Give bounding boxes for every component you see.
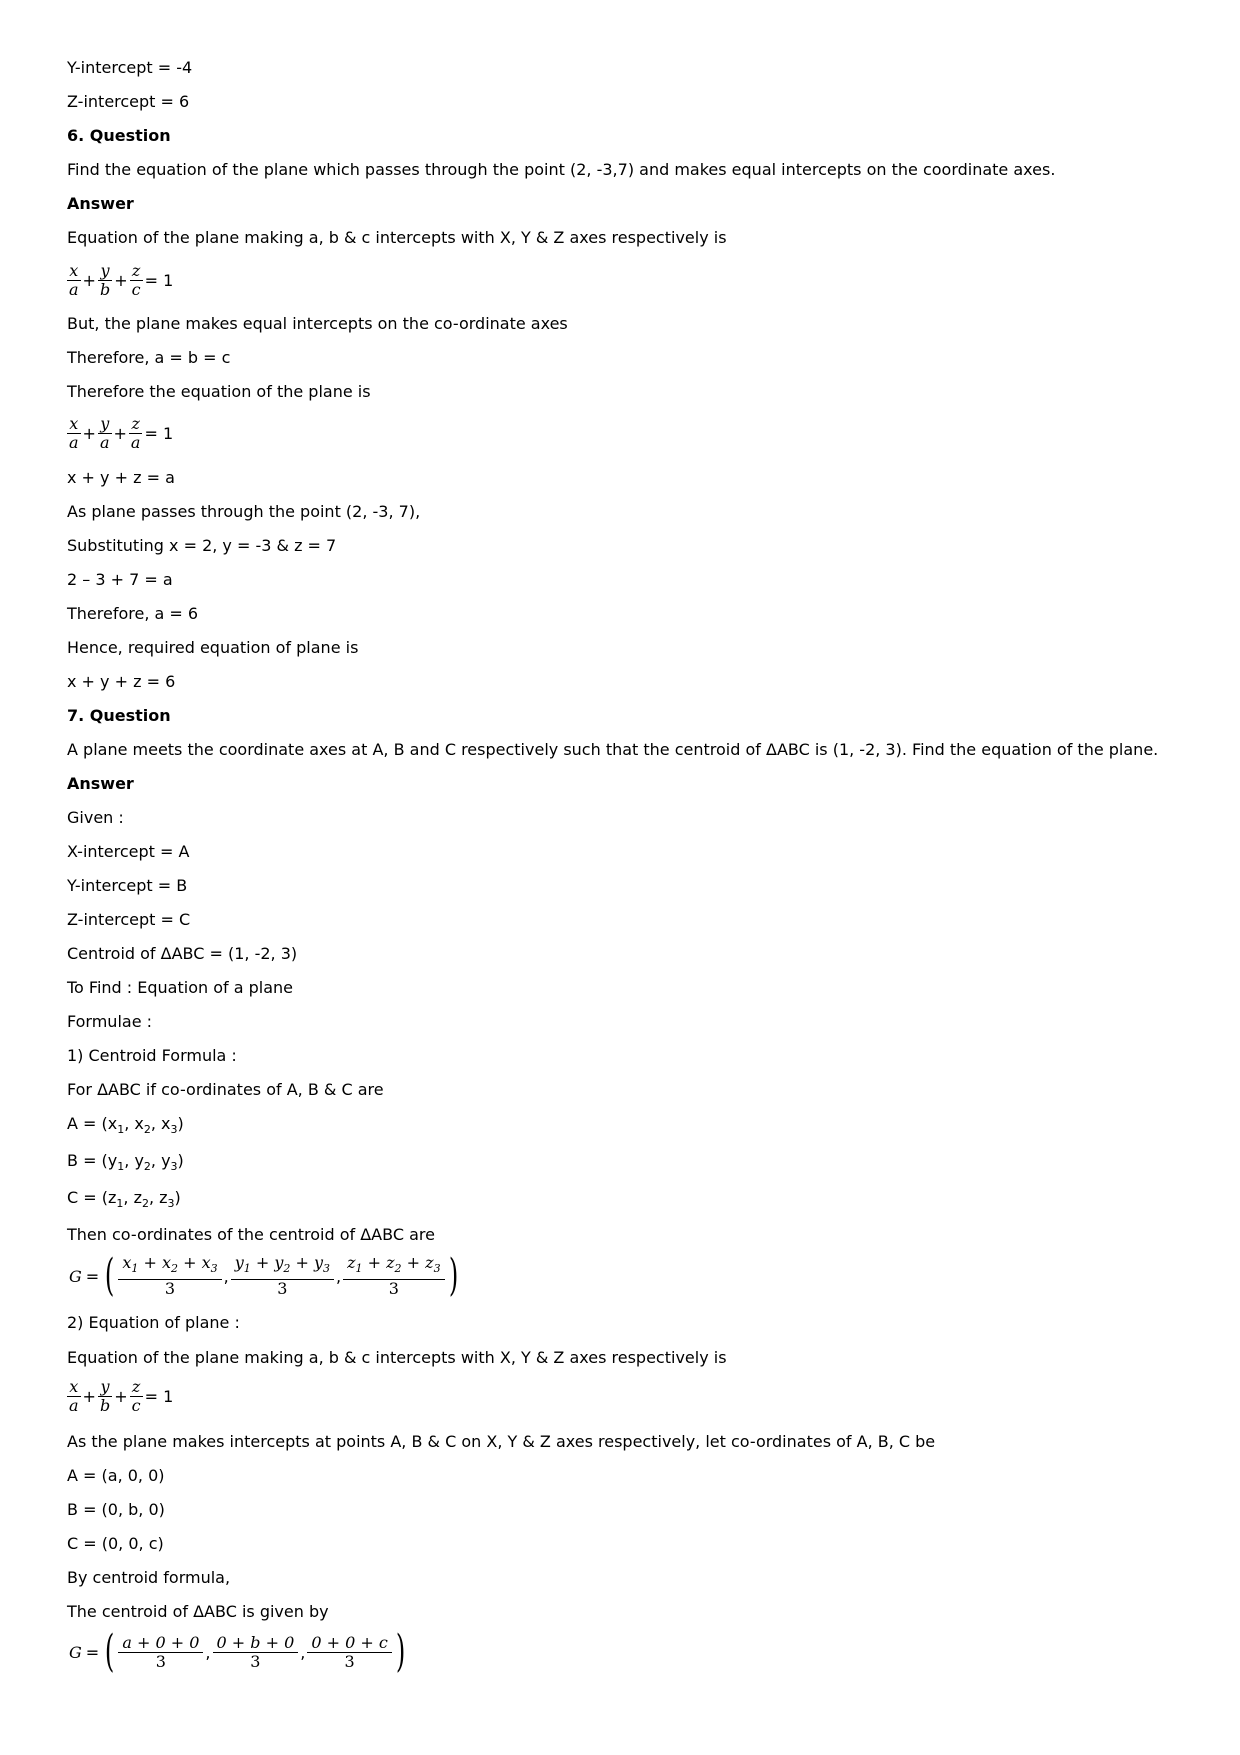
text-line: Equation of the plane making a, b & c intercepts with X, Y & Z axes respectively is <box>67 1348 727 1367</box>
text-line: Z-intercept = C <box>67 910 191 929</box>
text-line: But, the plane makes equal intercepts on the co-ordinate axes <box>67 314 568 333</box>
text-line: Z-intercept = 6 <box>67 92 190 111</box>
answer-heading: Answer <box>67 194 134 213</box>
text-line: As the plane makes intercepts at points A, B & C on X, Y & Z axes respectively, let co-ordinates of A, B, C be <box>67 1432 936 1451</box>
text-line: C = (0, 0, c) <box>67 1534 164 1553</box>
text-line: A = (a, 0, 0) <box>67 1466 165 1485</box>
text-line: Then co-ordinates of the centroid of ΔABC are <box>67 1225 435 1244</box>
text-line: B = (0, b, 0) <box>67 1500 165 1519</box>
coordinate-a: $A = (x_1$, $x_2$, $x_3$) <box>67 1114 184 1137</box>
text-line: Y-intercept = -4 <box>67 58 193 77</box>
text-line: Centroid of ΔABC = (1, -2, 3) <box>67 944 298 963</box>
text-line: To Find : Equation of a plane <box>67 978 294 997</box>
text-line: x + y + z = 6 <box>67 672 176 691</box>
text-line: Therefore, a = b = c <box>67 348 231 367</box>
text-line: By centroid formula, <box>67 1568 231 1587</box>
question-text: Find the equation of the plane which passes through the point (2, -3,7) and makes equal intercepts on the coordinate axes. <box>67 160 1056 179</box>
plane-intercept-equation: $\frac{x}{a}$ + $\frac{y}{b}$ + $\frac{z}{c}$ = 1 <box>69 261 174 299</box>
text-line: 2) Equation of plane : <box>67 1313 240 1332</box>
text-line: The centroid of ΔABC is given by <box>67 1602 329 1621</box>
text-line: As plane passes through the point (2, -3, 7), <box>67 502 421 521</box>
plane-intercept-equation-2: $\frac{x}{a}$ + $\frac{y}{b}$ + $\frac{z}{c}$ = 1 <box>69 1377 174 1415</box>
centroid-formula: G = ( $\frac{x_1 + x_2 + x_3}{3}$ , $\frac{y_1 + y_2 + y_3}{3}$ , $\frac{z_1 + z_2 + z_3}{3}$ ) <box>69 1250 458 1301</box>
text-line: 2 – 3 + 7 = a <box>67 570 173 589</box>
question-text: A plane meets the coordinate axes at A, B and C respectively such that the centroid of ΔABC is (1, -2, 3). Find the equation of the plane. <box>67 740 1159 759</box>
question-heading: 6. Question <box>67 126 171 145</box>
centroid-substituted: G = ( $\frac{a + 0 + 0}{3}$ , $\frac{0 + b + 0}{3}$ , $\frac{0 + 0 + c}{3}$ ) <box>69 1626 406 1677</box>
text-line: For ΔABC if co-ordinates of A, B & C are <box>67 1080 384 1099</box>
text-line: X-intercept = A <box>67 842 190 861</box>
text-line: x + y + z = a <box>67 468 175 487</box>
coordinate-b: $B = (y_1$, $y_2$, $y_3$) <box>67 1151 184 1174</box>
question-heading: 7. Question <box>67 706 171 725</box>
answer-heading: Answer <box>67 774 134 793</box>
text-line: Equation of the plane making a, b & c intercepts with X, Y & Z axes respectively is <box>67 228 727 247</box>
text-line: Therefore, a = 6 <box>67 604 199 623</box>
text-line: Formulae : <box>67 1012 153 1031</box>
text-line: Therefore the equation of the plane is <box>67 382 371 401</box>
plane-equal-intercept-equation: $\frac{x}{a}$ + $\frac{y}{a}$ + $\frac{z}{a}$ = 1 <box>69 414 174 452</box>
text-line: Substituting x = 2, y = -3 & z = 7 <box>67 536 337 555</box>
text-line: Given : <box>67 808 124 827</box>
coordinate-c: $C = (z_1$, $z_2$, $z_3$) <box>67 1188 181 1211</box>
text-line: Y-intercept = B <box>67 876 188 895</box>
text-line: 1) Centroid Formula : <box>67 1046 237 1065</box>
text-line: Hence, required equation of plane is <box>67 638 359 657</box>
